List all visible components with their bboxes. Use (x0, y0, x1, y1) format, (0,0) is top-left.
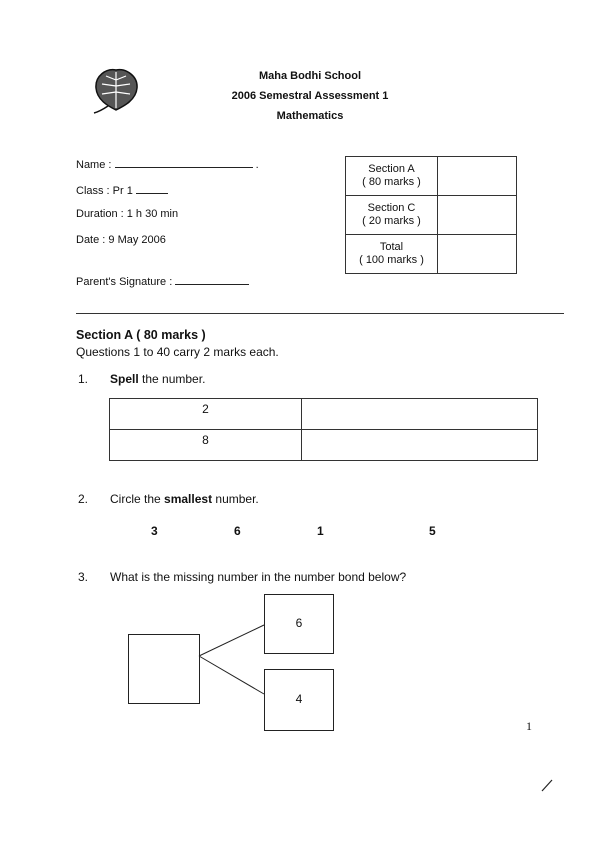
class-blank[interactable] (136, 183, 168, 194)
spell-table (109, 398, 538, 461)
choice-option[interactable]: 3 (151, 524, 158, 538)
table-row (110, 430, 538, 461)
exam-header (180, 66, 440, 126)
name-label: Name : (76, 159, 112, 171)
bond-part-value: 6 (295, 616, 303, 630)
question-3-text: What is the missing number in the number bond below? (110, 570, 407, 584)
bond-line-top (199, 625, 264, 656)
section-subtitle: Questions 1 to 40 carry 2 marks each. (76, 345, 279, 359)
spell-answer-cell[interactable] (302, 430, 538, 461)
bond-part-value: 4 (295, 692, 303, 706)
parent-signature-field[interactable] (76, 274, 249, 288)
choice-option[interactable]: 6 (234, 524, 241, 538)
spell-number-cell: 8 (110, 430, 302, 461)
table-row (110, 399, 538, 430)
assessment-title: 2006 Semestral Assessment 1 (231, 90, 389, 102)
question-2-number: 2. (78, 492, 89, 506)
question-3-number: 3. (78, 570, 89, 584)
school-name: Maha Bodhi School (258, 70, 362, 82)
name-field[interactable]: Name : . (76, 159, 259, 171)
marks-score-cell (438, 196, 517, 235)
duration-text: Duration : 1 h 30 min (76, 208, 179, 220)
bond-part-box-bottom (264, 669, 334, 731)
marks-row-total (346, 235, 517, 274)
marks-score-cell (438, 157, 517, 196)
name-blank[interactable] (115, 157, 253, 168)
question-2-text: Circle the smallest number. (110, 492, 259, 506)
section-divider (76, 313, 564, 314)
parent-signature-blank[interactable] (175, 274, 249, 285)
class-label: Class : Pr 1 (76, 185, 133, 197)
question-1-text: Spell the number. (110, 372, 206, 386)
pen-mark-icon (540, 778, 554, 792)
marks-label-cell: Section A ( 80 marks ) (346, 157, 438, 196)
parent-signature-label: Parent's Signature : (76, 276, 173, 288)
marks-score-cell (438, 235, 517, 274)
missing-number-box[interactable] (128, 634, 200, 704)
date-text: Date : 9 May 2006 (76, 234, 166, 246)
question-1-number: 1. (78, 372, 89, 386)
bond-part-box-top (264, 594, 334, 654)
subject-title: Mathematics (276, 110, 344, 122)
class-field[interactable] (76, 183, 168, 197)
page-number: 1 (526, 719, 532, 733)
marks-row-section-a (346, 157, 517, 196)
marks-row-section-c (346, 196, 517, 235)
marks-table (345, 156, 517, 274)
bond-line-bottom (199, 656, 264, 694)
school-logo-icon (90, 66, 142, 114)
marks-label-cell: Total ( 100 marks ) (346, 235, 438, 274)
marks-label-cell: Section C ( 20 marks ) (346, 196, 438, 235)
spell-answer-cell[interactable] (302, 399, 538, 430)
choice-option[interactable]: 1 (317, 524, 324, 538)
choice-option[interactable]: 5 (429, 524, 436, 538)
section-title: Section A ( 80 marks ) (76, 328, 206, 342)
spell-number-cell: 2 (110, 399, 302, 430)
